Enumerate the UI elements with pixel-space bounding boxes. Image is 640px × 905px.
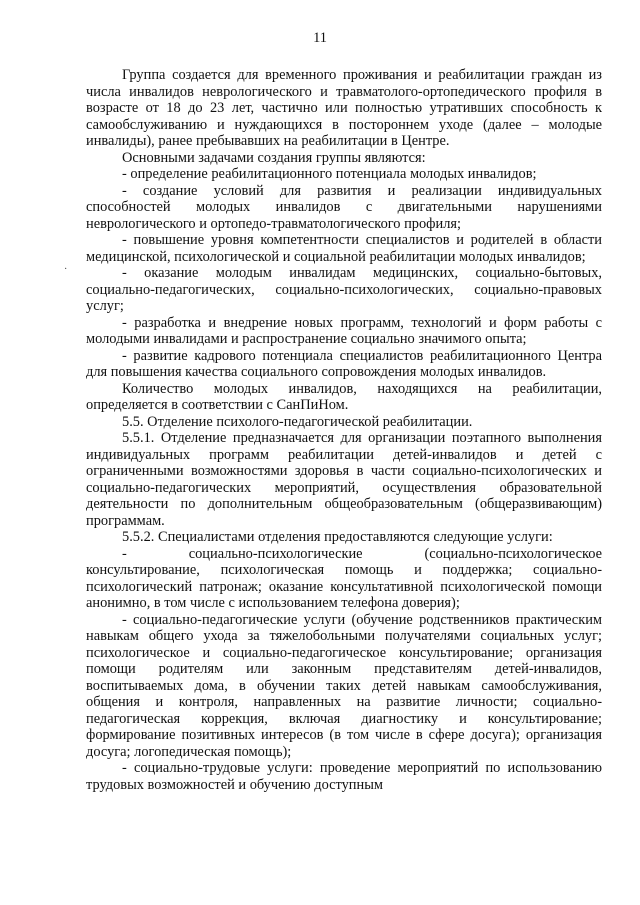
section-heading-5-5: 5.5. Отделение психолого-педагогической реабилитации. bbox=[122, 413, 473, 430]
page-number: 11 bbox=[313, 30, 327, 46]
scan-artifact-mark: · bbox=[64, 264, 68, 275]
list-item-task-4: - оказание молодым инвалидам медицинских, социально-бытовых, социально-педагогических, социально-психологических, социально-правовых услуг; bbox=[86, 265, 602, 314]
list-item-task-2: - создание условий для развития и реализации индивидуальных способностей молодых инвалидов с двигательными нарушениями неврологического и ортопедо-травматологического профиля; bbox=[86, 182, 602, 232]
document-body bbox=[86, 67, 602, 793]
paragraph-sanpin: Количество молодых инвалидов, находящихся на реабилитации, определяется в соответствии с СанПиНом. bbox=[86, 380, 602, 413]
paragraph-5-5-1: 5.5.1. Отделение предназначается для организации поэтапного выполнения индивидуальных программ реабилитации детей-инвалидов и детей с ограниченными возможностями здоровья в части социально-психологических и социально-педагогических мероприятий, осуществления образовательной деятельности по дополнительным общеобразовательным (общеразвивающим) программам. bbox=[86, 430, 602, 529]
list-item-service-labor: - социально-трудовые услуги: проведение мероприятий по использованию трудовых возможностей и обучению доступным bbox=[86, 760, 602, 793]
paragraph-5-5-2: 5.5.2. Специалистами отделения предоставляются следующие услуги: bbox=[122, 529, 553, 545]
list-item-task-3: - повышение уровня компетентности специалистов и родителей в области медицинской, психологической и социальной реабилитации молодых инвалидов; bbox=[86, 232, 602, 265]
paragraph-tasks-heading: Основными задачами создания группы являются: bbox=[122, 149, 426, 166]
paragraph-group-intro: Группа создается для временного проживания и реабилитации граждан из числа инвалидов неврологического и травматолого-ортопедического профиля в возрасте от 18 до 23 лет, частично или полностью утративших способность к самообслуживанию и нуждающихся в постороннем уходе (далее – молодые инвалиды), ранее пребывавших на реабилитации в Центре. bbox=[86, 67, 602, 149]
list-item-task-1: - определение реабилитационного потенциала молодых инвалидов; bbox=[122, 166, 537, 182]
list-item-task-6: - развитие кадрового потенциала специалистов реабилитационного Центра для повышения качества социального сопровождения молодых инвалидов. bbox=[86, 347, 602, 380]
list-item-task-5: - разработка и внедрение новых программ, технологий и форм работы с молодыми инвалидами и распространение социально значимого опыта; bbox=[86, 314, 602, 347]
list-item-service-pedagogical: - социально-педагогические услуги (обучение родственников практическим навыкам общего ухода за тяжелобольными получателями социальных услуг; психологическое и социально-педагогическое консультирование; организация помощи родителям или законным представителям детей-инвалидов, воспитываемых дома, в обучении таких детей навыкам самообслуживания, общения и контроля, направленных на развитие личности; социально-педагогическая коррекция, включая диагностику и консультирование; формирование позитивных интересов (в том числе в сфере досуга); организация досуга; логопедическая помощь); bbox=[86, 611, 602, 760]
list-item-service-psychological: - социально-психологические (социально-психологическое консультирование, психологическая помощь и поддержка; социально-психологический патронаж; оказание консультативной психологической помощи анонимно, в том числе с использованием телефона доверия); bbox=[86, 545, 602, 611]
